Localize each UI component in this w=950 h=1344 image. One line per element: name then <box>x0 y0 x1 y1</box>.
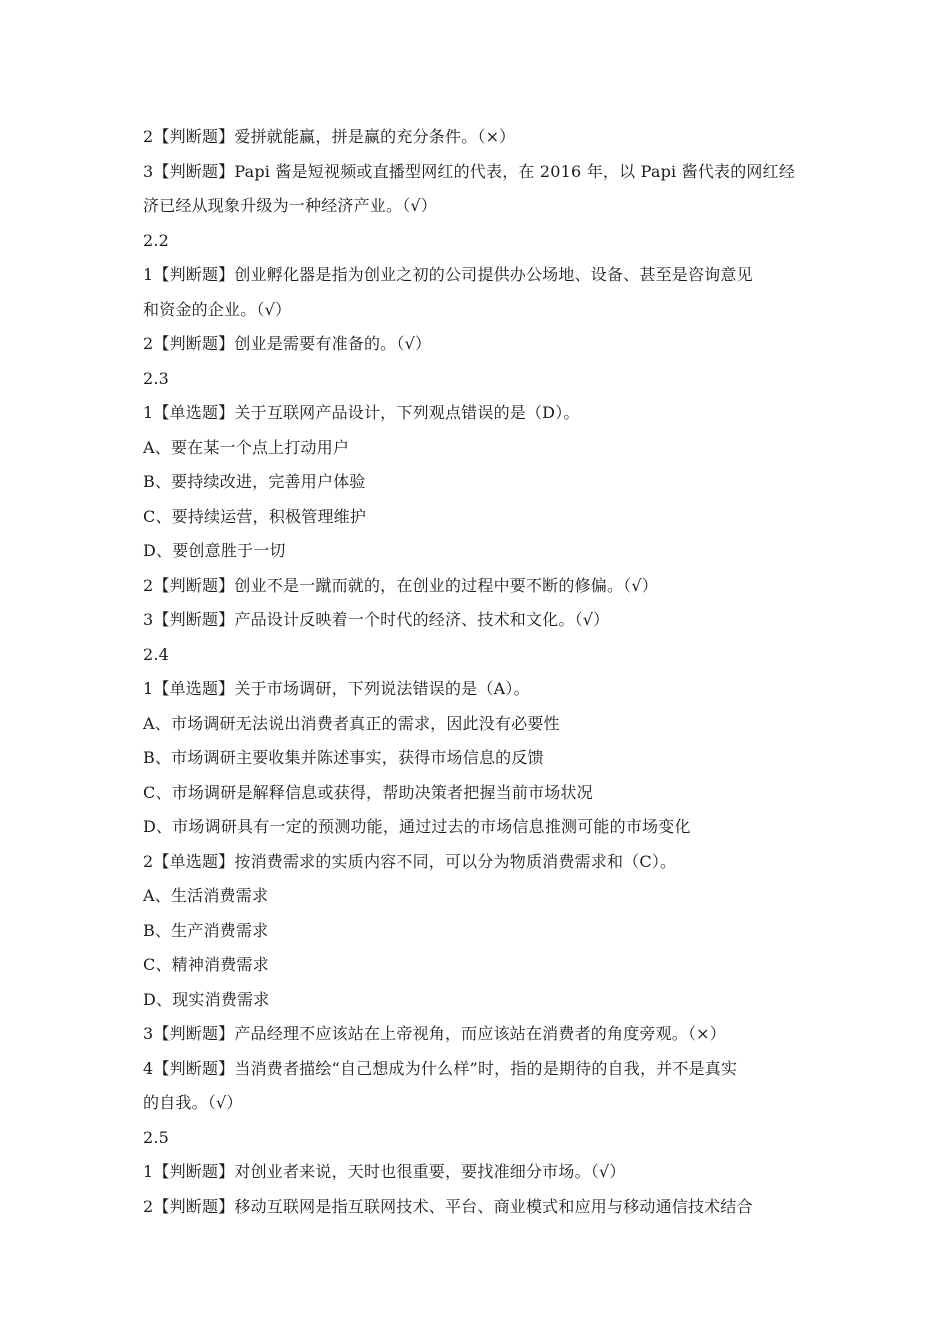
option-line: D、市场调研具有一定的预测功能，通过过去的市场信息推测可能的市场变化 <box>143 817 691 836</box>
option-line: C、要持续运营，积极管理维护 <box>143 507 367 526</box>
text-line: 3【判断题】Papi 酱是短视频或直播型网红的代表，在 2016 年，以 Papi 酱代表的网红经 <box>143 162 796 181</box>
option-line: C、市场调研是解释信息或获得，帮助决策者把握当前市场状况 <box>143 783 593 802</box>
text-line: 3【判断题】产品经理不应该站在上帝视角，而应该站在消费者的角度旁观。（×） <box>143 1024 726 1043</box>
section-heading: 2.2 <box>143 231 170 250</box>
text-line: 2【判断题】创业是需要有准备的。（√） <box>143 334 432 353</box>
text-line: 2【判断题】创业不是一蹴而就的，在创业的过程中要不断的修偏。（√） <box>143 576 658 595</box>
text-line: 济已经从现象升级为一种经济产业。（√） <box>143 196 437 215</box>
text-line: 4【判断题】当消费者描绘“自己想成为什么样”时，指的是期待的自我，并不是真实 <box>143 1059 738 1078</box>
option-line: A、生活消费需求 <box>143 886 269 905</box>
section-heading: 2.3 <box>143 369 170 388</box>
option-line: B、市场调研主要收集并陈述事实，获得市场信息的反馈 <box>143 748 544 767</box>
text-line: 1【单选题】关于互联网产品设计，下列观点错误的是（D）。 <box>143 403 580 422</box>
text-line: 的自我。（√） <box>143 1093 243 1112</box>
option-line: A、要在某一个点上打动用户 <box>143 438 350 457</box>
option-line: C、精神消费需求 <box>143 955 269 974</box>
text-line: 2【判断题】爱拼就能赢，拼是赢的充分条件。（×） <box>143 127 516 146</box>
option-line: D、要创意胜于一切 <box>143 541 286 560</box>
option-line: B、生产消费需求 <box>143 921 269 940</box>
option-line: D、现实消费需求 <box>143 990 270 1009</box>
text-line: 1【单选题】关于市场调研，下列说法错误的是（A）。 <box>143 679 530 698</box>
option-line: B、要持续改进，完善用户体验 <box>143 472 366 491</box>
section-heading: 2.5 <box>143 1128 170 1147</box>
text-line: 和资金的企业。（√） <box>143 300 292 319</box>
text-line: 3【判断题】产品设计反映着一个时代的经济、技术和文化。（√） <box>143 610 610 629</box>
text-line: 2【单选题】按消费需求的实质内容不同，可以分为物质消费需求和（C）。 <box>143 852 677 871</box>
text-line: 2【判断题】移动互联网是指互联网技术、平台、商业模式和应用与移动通信技术结合 <box>143 1197 753 1216</box>
section-heading: 2.4 <box>143 645 170 664</box>
option-line: A、市场调研无法说出消费者真正的需求，因此没有必要性 <box>143 714 560 733</box>
text-line: 1【判断题】创业孵化器是指为创业之初的公司提供办公场地、设备、甚至是咨询意见 <box>143 265 753 284</box>
text-line: 1【判断题】对创业者来说，天时也很重要，要找准细分市场。（√） <box>143 1162 626 1181</box>
